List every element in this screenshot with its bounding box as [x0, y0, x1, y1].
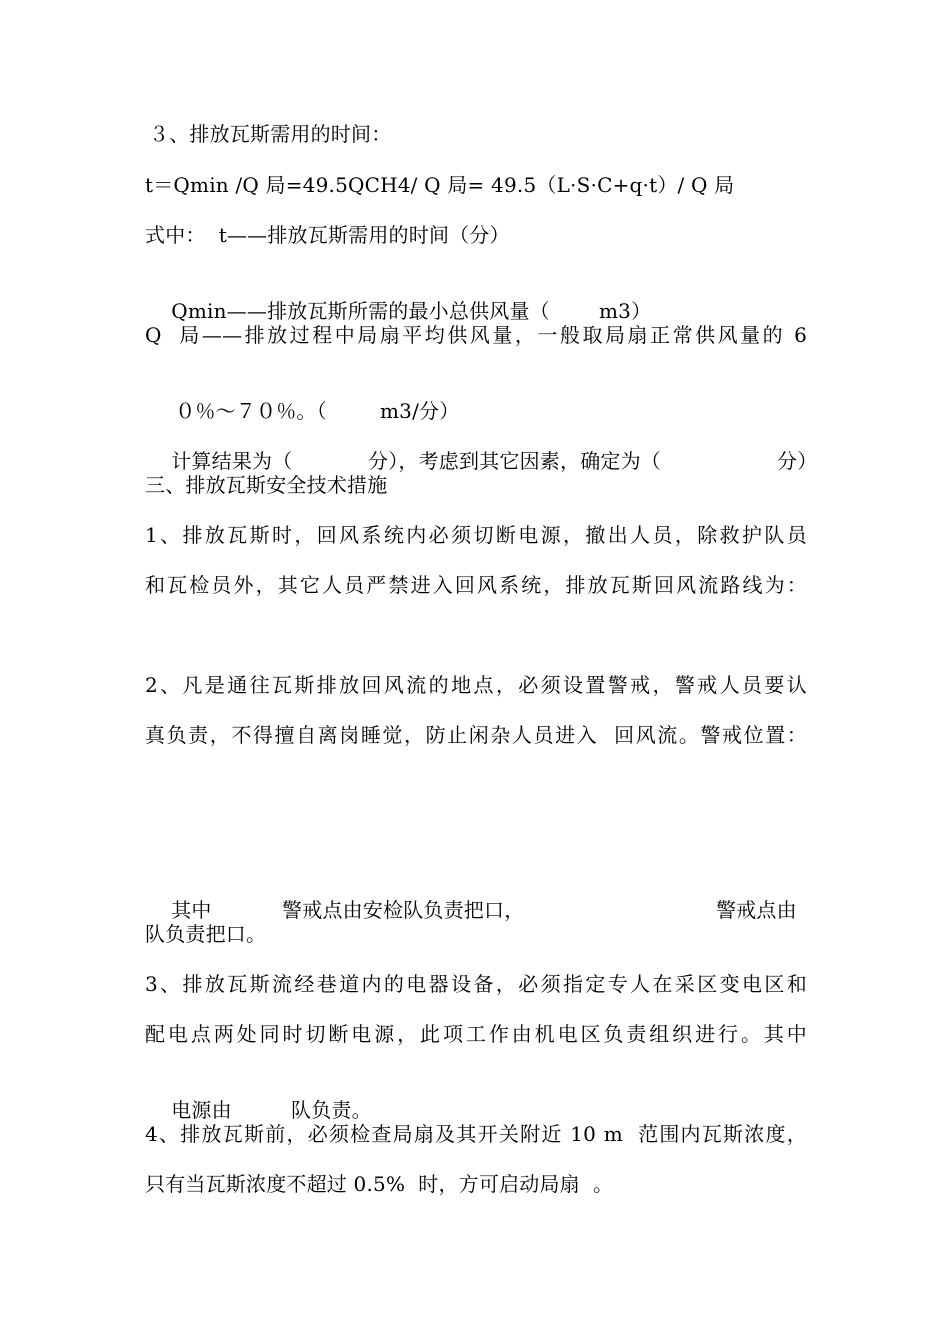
item3-power-from: 电源由 [171, 1098, 232, 1122]
calc-result-mid: 分），考虑到其它因素，确定为（ [368, 449, 661, 473]
item2-line1: 2、凡是通往瓦斯排放回风流的地点，必须设置警戒，警戒人员要认 [145, 673, 807, 697]
item2-line2: 真负责，不得擅自离岗睡觉，防止闲杂人员进入 回风流。警戒位置： [145, 723, 807, 747]
formula-line: t＝Qmin /Q 局=49.5QCH4/ Q 局= 49.5（L·S·C+q·t）/ Q 局 [145, 173, 735, 197]
item2-qizhong: 其中 [171, 898, 212, 922]
calc-result-end: 分） [777, 449, 818, 473]
item1-line2: 和瓦检员外，其它人员严禁进入回风系统，排放瓦斯回风流路线为： [145, 573, 807, 597]
item3-line2: 配电点两处同时切断电源，此项工作由机电区负责组织进行。其中 [145, 1022, 807, 1046]
item3-team: 队负责。 [291, 1098, 372, 1122]
calc-result-label: 计算结果为（ [171, 449, 293, 473]
qmin-text: Qmin——排放瓦斯所需的最小总供风量（ [171, 299, 550, 323]
qju-unit: m3/分） [380, 399, 460, 423]
qju-percent: ０％～７０％。（ [175, 399, 327, 423]
section-heading-gas-time: ３、排放瓦斯需用的时间： [149, 122, 392, 146]
qmin-unit: m3） [599, 299, 652, 323]
item2-point-b: 警戒点由 [716, 898, 797, 922]
formula-where-qju: Q 局——排放过程中局扇平均供风量，一般取局扇正常供风量的 6 [145, 323, 807, 347]
item1-line1: 1、排放瓦斯时，回风系统内必须切断电源，撤出人员，除救护队员 [145, 523, 807, 547]
section-title-safety: 三、排放瓦斯安全技术措施 [145, 473, 388, 497]
item2-line4: 队负责把口。 [145, 922, 267, 946]
item3-line1: 3、排放瓦斯流经巷道内的电器设备，必须指定专人在采区变电区和 [145, 972, 807, 996]
item4-line1: 4、排放瓦斯前，必须检查局扇及其开关附近 10 m 范围内瓦斯浓度， [145, 1122, 807, 1146]
item4-line2: 只有当瓦斯浓度不超过 0.5% 时，方可启动局扇 。 [145, 1172, 614, 1196]
formula-where-t: 式中： t——排放瓦斯需用的时间（分） [145, 223, 510, 247]
item2-point-a: 警戒点由安检队负责把口， [282, 898, 525, 922]
